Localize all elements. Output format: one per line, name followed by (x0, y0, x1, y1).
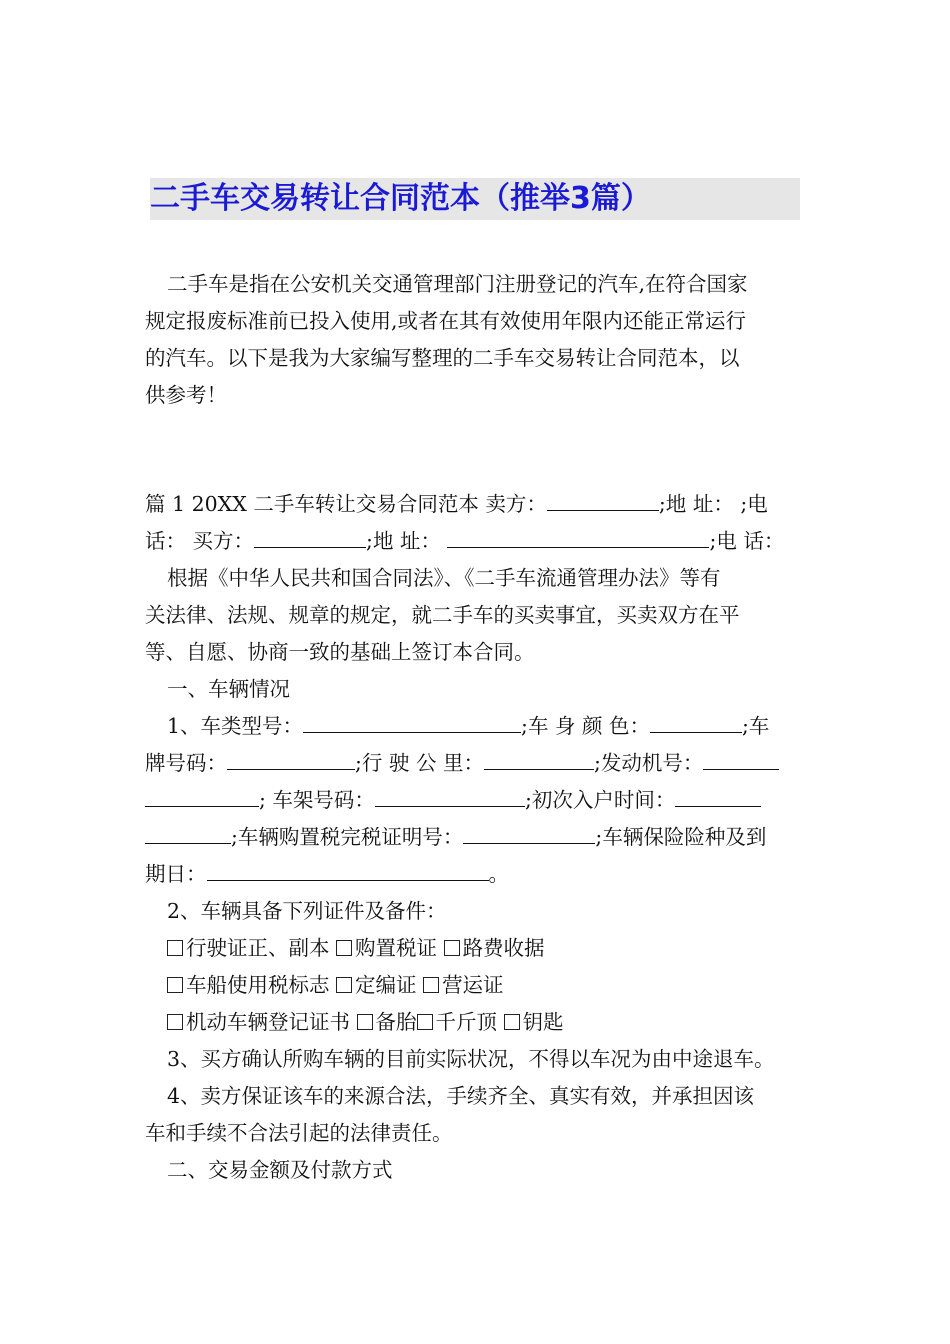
mileage-blank (484, 753, 594, 770)
checkbox-label: 路费收据 (462, 936, 545, 960)
buyer-blank (254, 531, 366, 548)
checkbox[interactable] (336, 940, 352, 956)
checkbox[interactable] (504, 1014, 520, 1030)
vin-blank (375, 790, 525, 807)
vehicle-type-label: 1、车类型号： (167, 714, 304, 738)
checkbox-label: 备胎 (375, 1010, 417, 1034)
title-highlight (150, 178, 800, 220)
clause-4: 4、卖方保证该车的来源合法，手续齐全、真实有效，并承担因该 (167, 1084, 755, 1108)
intro-line: 供参考！ (145, 383, 227, 407)
vehicle-info-line (145, 856, 810, 893)
checkbox-label: 行驶证正、副本 (186, 936, 330, 960)
buyer-address-blank (447, 531, 709, 548)
first-registration-blank-cont (145, 827, 231, 844)
engine-number-label: ;发动机号： (593, 751, 704, 775)
checkbox-label: 机动车辆登记证书 (186, 1010, 350, 1034)
section-heading: 二、交易金额及付款方式 (167, 1158, 393, 1182)
plate-blank (227, 753, 355, 770)
vehicle-info-line (145, 708, 810, 745)
seller-label: 篇 1 20XX 二手车转让交易合同范本 卖方： (145, 492, 547, 516)
checkbox[interactable] (336, 977, 352, 993)
engine-number-blank (703, 753, 779, 770)
checkbox[interactable] (444, 940, 460, 956)
checkbox-row (145, 930, 810, 967)
checkbox-row (145, 967, 810, 1004)
vehicle-info-line (145, 745, 810, 782)
intro-line: 规定报废标准前已投入使用,或者在其有效使用年限内还能正常运行 (145, 309, 747, 333)
checkbox[interactable] (357, 1014, 373, 1030)
checkbox[interactable] (417, 1014, 433, 1030)
purchase-tax-blank (463, 827, 595, 844)
plate-label: 牌号码： (145, 751, 227, 775)
intro-line: 二手车是指在公安机关交通管理部门注册登记的汽车,在符合国家 (167, 272, 748, 296)
contract-body (145, 486, 810, 1189)
purchase-tax-label: ;车辆购置税完税证明号： (231, 825, 464, 849)
checkbox-label: 营运证 (442, 973, 504, 997)
vehicle-info-line (145, 819, 810, 856)
expiry-blank (207, 864, 489, 881)
vehicle-type-blank (303, 716, 521, 733)
checkbox-label: 千斤顶 (435, 1010, 498, 1034)
parties-line (145, 486, 810, 523)
basis-line: 根据《中华人民共和国合同法》、《二手车流通管理办法》等有 (167, 566, 721, 590)
section-heading: 一、车辆情况 (167, 677, 290, 701)
vehicle-info-line (145, 782, 810, 819)
seller-blank (547, 494, 659, 511)
checkbox[interactable] (167, 1014, 183, 1030)
seller-address-label: ;地 址： ;电 (658, 492, 768, 516)
plate-label-start: ;车 (742, 714, 770, 738)
clause-4: 车和手续不合法引起的法律责任。 (145, 1121, 453, 1145)
vin-label: ; 车架号码： (259, 788, 375, 812)
document-title: 二手车交易转让合同范本（推举3篇） (150, 181, 651, 216)
checkbox-label: 车船使用税标志 (186, 973, 330, 997)
vehicle-color-blank (650, 716, 742, 733)
clause-3: 3、买方确认所购车辆的目前实际状况，不得以车况为由中途退车。 (167, 1047, 775, 1071)
checkbox-label: 购置税证 (355, 936, 438, 960)
checkbox[interactable] (167, 940, 183, 956)
buyer-address-label: ;地 址： (366, 529, 448, 553)
mileage-label: ;行 驶 公 里： (355, 751, 484, 775)
parties-line (145, 523, 810, 560)
checkbox-label: 定编证 (355, 973, 417, 997)
expiry-label: 期日： (145, 862, 207, 886)
checkbox-row (145, 1004, 810, 1041)
checkbox-label: 钥匙 (522, 1010, 564, 1034)
first-registration-label: ;初次入户时间： (524, 788, 676, 812)
buyer-label: 话： 买方： (145, 529, 255, 553)
first-registration-blank (675, 790, 761, 807)
engine-number-blank-cont (145, 790, 259, 807)
insurance-label: ;车辆保险险种及到 (595, 825, 767, 849)
basis-line: 关法律、法规、规章的规定，就二手车的买卖事宜，买卖双方在平 (145, 603, 740, 627)
intro-line: 的汽车。以下是我为大家编写整理的二手车交易转让合同范本，以 (145, 346, 740, 370)
vehicle-color-label: ;车 身 颜 色： (521, 714, 651, 738)
intro-paragraph (145, 266, 810, 414)
checkbox[interactable] (423, 977, 439, 993)
basis-line: 等、自愿、协商一致的基础上签订本合同。 (145, 640, 535, 664)
documents-heading: 2、车辆具备下列证件及备件： (167, 899, 447, 923)
buyer-phone-label: ;电 话： (709, 529, 785, 553)
period: 。 (488, 862, 509, 886)
checkbox[interactable] (167, 977, 183, 993)
